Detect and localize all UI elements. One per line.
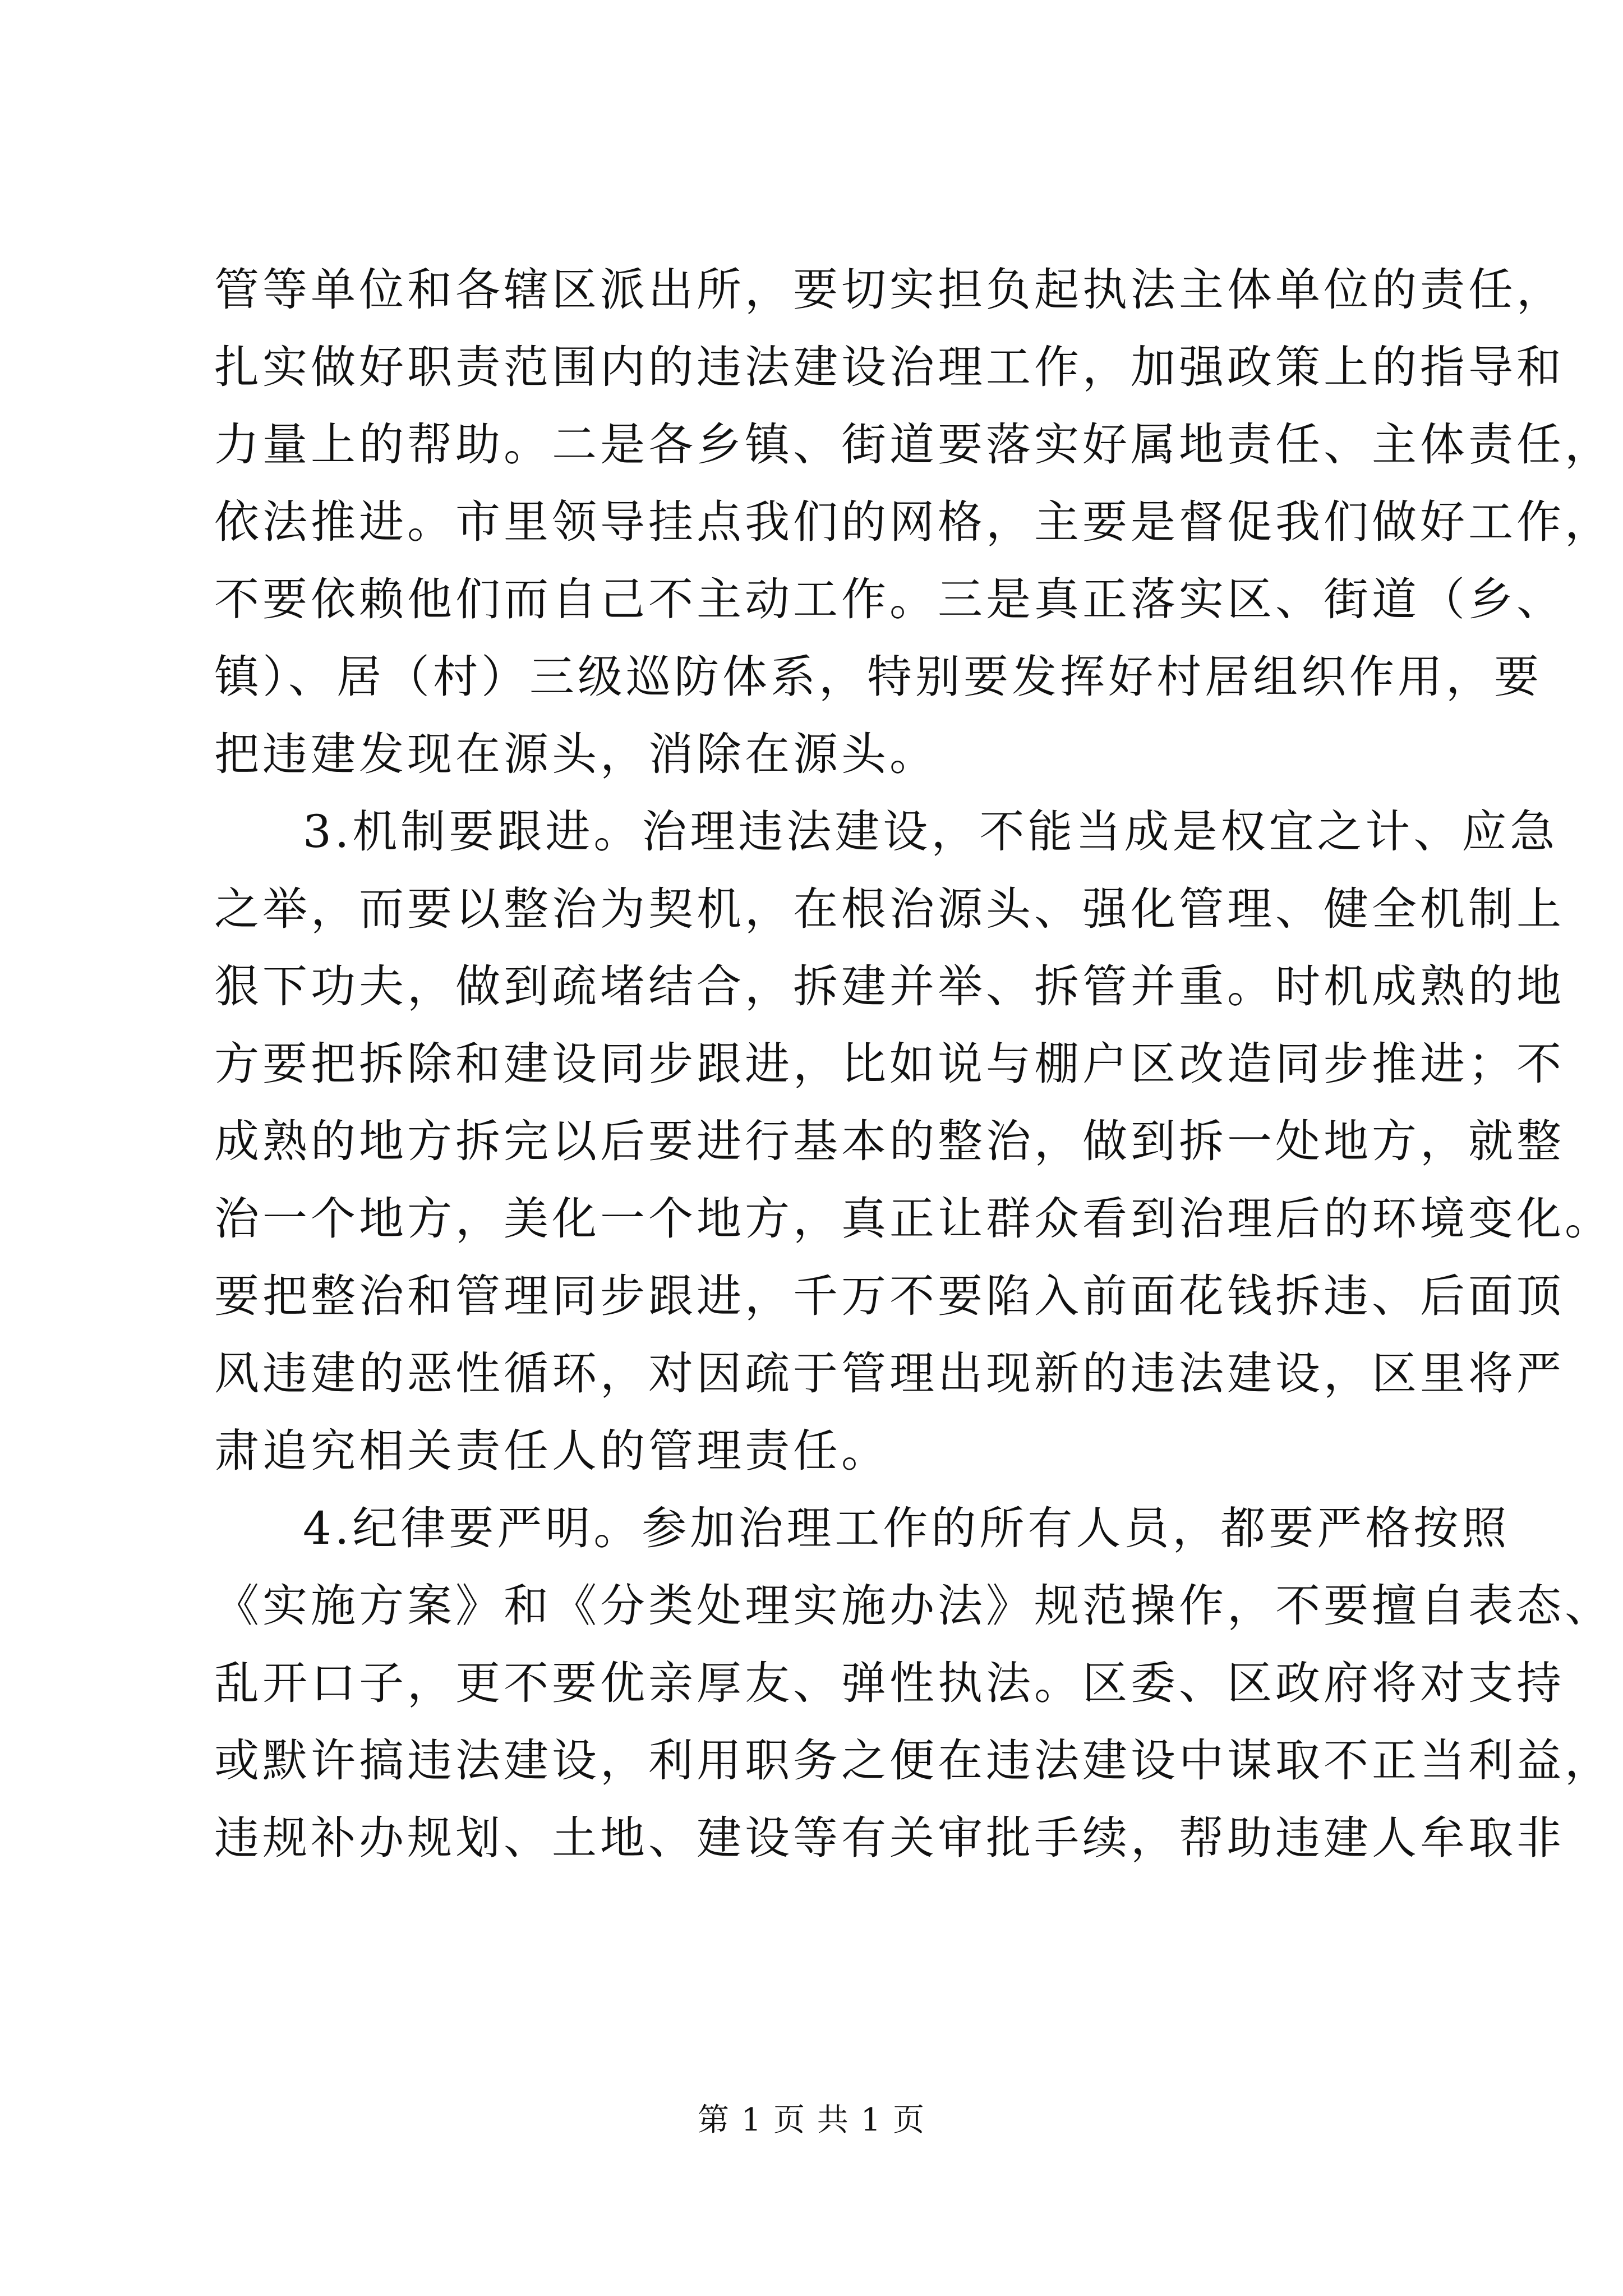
text-line: 方要把拆除和建设同步跟进，比如说与棚户区改造同步推进；不 [214,1038,1565,1090]
text-line: 治一个地方，美化一个地方，真正让群众看到治理后的环境变化。 [214,1193,1613,1245]
text-line: 把违建发现在源头，消除在源头。 [214,728,938,780]
text-line: 扎实做好职责范围内的违法建设治理工作，加强政策上的指导和 [214,341,1565,393]
text-line: 或默许搞违法建设，利用职务之便在违法建设中谋取不正当利益， [214,1734,1613,1787]
text-line: 狠下功夫，做到疏堵结合，拆建并举、拆管并重。时机成熟的地 [214,960,1565,1013]
text-line: 之举，而要以整治为契机，在根治源头、强化管理、健全机制上 [214,883,1565,935]
text-line: 风违建的恶性循环，对因疏于管理出现新的违法建设，区里将严 [214,1347,1565,1400]
text-line: 违规补办规划、土地、建设等有关审批手续，帮助违建人牟取非 [214,1812,1565,1864]
text-line: 要把整治和管理同步跟进，千万不要陷入前面花钱拆违、后面顶 [214,1270,1565,1322]
text-line: 《实施方案》和《分类处理实施办法》规范操作，不要擅自表态、 [214,1580,1613,1632]
text-line: 成熟的地方拆完以后要进行基本的整治，做到拆一处地方，就整 [214,1115,1565,1167]
text-line: 力量上的帮助。二是各乡镇、街道要落实好属地责任、主体责任， [214,418,1613,471]
paragraph-first-line: 4.纪律要严明。参加治理工作的所有人员，都要严格按照 [303,1502,1510,1554]
text-line: 管等单位和各辖区派出所，要切实担负起执法主体单位的责任， [214,264,1565,316]
text-line: 乱开口子，更不要优亲厚友、弹性执法。区委、区政府将对支持 [214,1657,1565,1709]
text-line: 不要依赖他们而自己不主动工作。三是真正落实区、街道（乡、 [214,573,1565,625]
paragraph-first-line: 3.机制要跟进。治理违法建设，不能当成是权宜之计、应急 [303,806,1559,858]
document-body [214,251,1613,1877]
text-line: 镇）、居（村）三级巡防体系，特别要发挥好村居组织作用，要 [214,651,1542,703]
text-line: 肃追究相关责任人的管理责任。 [214,1425,889,1477]
text-line: 依法推进。市里领导挂点我们的网格，主要是督促我们做好工作， [214,496,1613,548]
page-number-footer: 第 1 页 共 1 页 [697,2102,926,2138]
